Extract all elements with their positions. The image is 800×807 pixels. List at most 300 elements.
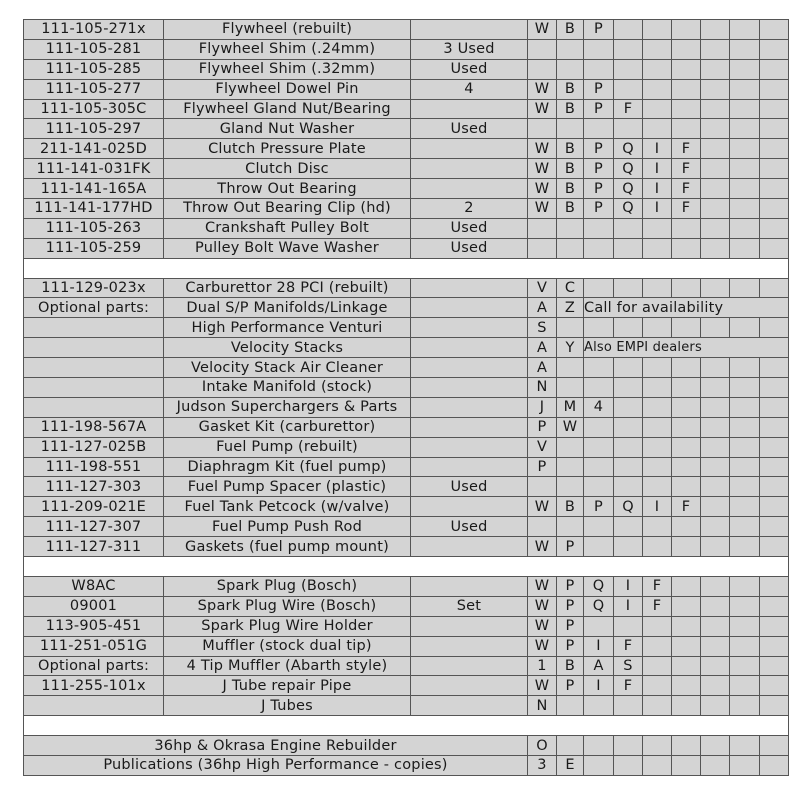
part-number [24, 378, 164, 398]
quantity: Used [411, 218, 528, 238]
part-description: J Tube repair Pipe [164, 676, 411, 696]
source-code-cell [701, 99, 730, 119]
source-code-cell [584, 378, 614, 398]
source-code-cell [672, 676, 701, 696]
source-code-cell [672, 755, 701, 775]
part-description: Spark Plug (Bosch) [164, 576, 411, 596]
source-code-cell: W [528, 99, 557, 119]
source-code-cell [730, 318, 760, 338]
source-code-cell [584, 59, 614, 79]
source-code-cell [643, 39, 672, 59]
section-gap-cell [24, 258, 789, 278]
source-code-cell: B [557, 20, 584, 40]
table-row [24, 696, 789, 716]
source-code-cell: W [528, 636, 557, 656]
section-gap-cell [24, 716, 789, 736]
source-code-cell [701, 736, 730, 756]
source-code-cell [760, 755, 789, 775]
source-code-cell [584, 696, 614, 716]
table-row [24, 218, 789, 238]
source-code-cell [701, 596, 730, 616]
part-number: Optional parts: [24, 656, 164, 676]
source-code-cell [730, 358, 760, 378]
source-code-cell [760, 159, 789, 179]
source-code-cell: P [528, 457, 557, 477]
source-code-cell: P [557, 596, 584, 616]
table-row [24, 318, 789, 338]
quantity [411, 278, 528, 298]
source-code-cell [643, 59, 672, 79]
table-row [24, 397, 789, 417]
source-code-cell [730, 238, 760, 258]
source-code-cell [701, 20, 730, 40]
source-code-cell [643, 218, 672, 238]
part-number: 111-105-259 [24, 238, 164, 258]
source-code-cell: F [614, 676, 643, 696]
quantity [411, 457, 528, 477]
source-code-cell [672, 696, 701, 716]
source-code-cell [701, 318, 730, 338]
part-description: Flywheel Gland Nut/Bearing [164, 99, 411, 119]
source-code-cell [760, 99, 789, 119]
quantity [411, 656, 528, 676]
quantity [411, 99, 528, 119]
source-code-cell [643, 397, 672, 417]
source-code-cell [672, 358, 701, 378]
source-code-cell [557, 59, 584, 79]
source-code-cell: I [643, 159, 672, 179]
part-number: 111-127-025B [24, 437, 164, 457]
table-row [24, 199, 789, 219]
source-code-cell [760, 318, 789, 338]
source-code-cell [730, 199, 760, 219]
table-row [24, 39, 789, 59]
table-row [24, 537, 789, 557]
source-code-cell [730, 179, 760, 199]
source-code-cell [701, 59, 730, 79]
source-code-cell: W [528, 576, 557, 596]
source-code-cell [614, 477, 643, 497]
source-code-cell [701, 417, 730, 437]
part-number: 111-105-271x [24, 20, 164, 40]
source-code-cell [584, 218, 614, 238]
section-gap [24, 258, 789, 278]
source-code-cell [643, 457, 672, 477]
quantity: Set [411, 596, 528, 616]
source-code-cell [760, 397, 789, 417]
source-code-cell [643, 477, 672, 497]
source-code-cell [528, 59, 557, 79]
source-code-cell: W [528, 616, 557, 636]
source-code-cell [760, 378, 789, 398]
source-code-cell: P [557, 537, 584, 557]
source-code-cell [614, 119, 643, 139]
part-number: 111-129-023x [24, 278, 164, 298]
source-code-cell: 4 [584, 397, 614, 417]
source-code-cell [760, 278, 789, 298]
quantity: 4 [411, 79, 528, 99]
part-description: Carburettor 28 PCI (rebuilt) [164, 278, 411, 298]
span-description: 36hp & Okrasa Engine Rebuilder [24, 736, 528, 756]
source-code-cell: F [672, 139, 701, 159]
table-row [24, 179, 789, 199]
source-code-cell [730, 119, 760, 139]
parts-table-body [24, 20, 789, 776]
source-code-cell [643, 656, 672, 676]
source-code-cell: 1 [528, 656, 557, 676]
source-code-cell [557, 477, 584, 497]
quantity [411, 696, 528, 716]
source-code-cell [701, 397, 730, 417]
source-code-cell [672, 457, 701, 477]
part-description: J Tubes [164, 696, 411, 716]
source-code-cell: I [643, 179, 672, 199]
source-code-cell [672, 20, 701, 40]
source-code-cell [584, 457, 614, 477]
part-description: Judson Superchargers & Parts [164, 397, 411, 417]
source-code-cell [760, 179, 789, 199]
source-code-cell: Q [584, 576, 614, 596]
source-code-cell: Q [614, 139, 643, 159]
source-code-cell [557, 119, 584, 139]
part-description: Diaphragm Kit (fuel pump) [164, 457, 411, 477]
table-row [24, 636, 789, 656]
source-code-cell: A [528, 358, 557, 378]
source-code-cell [528, 238, 557, 258]
table-row [24, 119, 789, 139]
source-code-cell [760, 596, 789, 616]
source-code-cell [643, 119, 672, 139]
source-code-cell [760, 218, 789, 238]
section-gap [24, 716, 789, 736]
part-description: Throw Out Bearing [164, 179, 411, 199]
source-code-cell: B [557, 99, 584, 119]
part-number: 111-255-101x [24, 676, 164, 696]
part-description: Muffler (stock dual tip) [164, 636, 411, 656]
quantity: 3 Used [411, 39, 528, 59]
source-code-cell [760, 457, 789, 477]
source-code-cell [730, 736, 760, 756]
source-code-cell: P [584, 159, 614, 179]
source-code-cell [614, 736, 643, 756]
source-code-cell [672, 576, 701, 596]
source-code-cell: I [584, 676, 614, 696]
availability-note: Also EMPI dealers [584, 338, 789, 358]
source-code-cell: B [557, 79, 584, 99]
table-row [24, 20, 789, 40]
source-code-cell: P [557, 616, 584, 636]
source-code-cell [730, 139, 760, 159]
source-code-cell [614, 755, 643, 775]
source-code-cell: B [557, 497, 584, 517]
part-description: Gland Nut Washer [164, 119, 411, 139]
quantity [411, 616, 528, 636]
source-code-cell [760, 139, 789, 159]
part-number: 111-127-311 [24, 537, 164, 557]
source-code-cell [701, 576, 730, 596]
source-code-cell [730, 457, 760, 477]
source-code-cell [730, 417, 760, 437]
source-code-cell: P [557, 676, 584, 696]
source-code-cell [730, 497, 760, 517]
source-code-cell: B [557, 656, 584, 676]
part-number: 111-105-285 [24, 59, 164, 79]
source-code-cell [701, 676, 730, 696]
source-code-cell [643, 636, 672, 656]
source-code-cell: P [584, 199, 614, 219]
part-number: 111-141-031FK [24, 159, 164, 179]
source-code-cell [672, 596, 701, 616]
source-code-cell [614, 20, 643, 40]
source-code-cell [528, 39, 557, 59]
source-code-cell [614, 39, 643, 59]
part-number: Optional parts: [24, 298, 164, 318]
source-code-cell: P [557, 576, 584, 596]
source-code-cell [730, 477, 760, 497]
source-code-cell [584, 437, 614, 457]
part-number: 09001 [24, 596, 164, 616]
part-number: 111-127-303 [24, 477, 164, 497]
part-number: 111-141-165A [24, 179, 164, 199]
source-code-cell [584, 616, 614, 636]
source-code-cell [701, 437, 730, 457]
part-description: Gasket Kit (carburettor) [164, 417, 411, 437]
source-code-cell [643, 696, 672, 716]
source-code-cell [584, 318, 614, 338]
source-code-cell [760, 616, 789, 636]
source-code-cell [643, 616, 672, 636]
source-code-cell [643, 417, 672, 437]
quantity: 2 [411, 199, 528, 219]
source-code-cell [614, 238, 643, 258]
part-description: Flywheel (rebuilt) [164, 20, 411, 40]
source-code-cell: I [614, 596, 643, 616]
source-code-cell [730, 656, 760, 676]
part-description: Intake Manifold (stock) [164, 378, 411, 398]
source-code-cell [557, 238, 584, 258]
source-code-cell [614, 437, 643, 457]
source-code-cell [528, 517, 557, 537]
quantity [411, 179, 528, 199]
source-code-cell [730, 20, 760, 40]
source-code-cell: V [528, 437, 557, 457]
part-description: Fuel Pump Spacer (plastic) [164, 477, 411, 497]
parts-table [23, 19, 789, 776]
part-number: 111-105-263 [24, 218, 164, 238]
quantity: Used [411, 119, 528, 139]
table-row [24, 676, 789, 696]
source-code-cell: C [557, 278, 584, 298]
source-code-cell [614, 537, 643, 557]
source-code-cell: N [528, 696, 557, 716]
table-row [24, 616, 789, 636]
source-code-cell [672, 318, 701, 338]
source-code-cell: P [584, 20, 614, 40]
source-code-cell [701, 378, 730, 398]
quantity [411, 417, 528, 437]
availability-note: Call for availability [584, 298, 789, 318]
quantity [411, 20, 528, 40]
source-code-cell [760, 199, 789, 219]
source-code-cell [672, 517, 701, 537]
quantity [411, 318, 528, 338]
source-code-cell: P [584, 99, 614, 119]
part-number: 111-105-281 [24, 39, 164, 59]
section-gap-cell [24, 557, 789, 577]
source-code-cell [701, 39, 730, 59]
source-code-cell [614, 696, 643, 716]
source-code-cell: I [584, 636, 614, 656]
quantity [411, 159, 528, 179]
source-code-cell [730, 576, 760, 596]
source-code-cell: S [528, 318, 557, 338]
source-code-cell [643, 79, 672, 99]
table-row [24, 99, 789, 119]
source-code-cell [584, 119, 614, 139]
table-row [24, 59, 789, 79]
source-code-cell [760, 736, 789, 756]
table-row [24, 298, 789, 318]
part-number: W8AC [24, 576, 164, 596]
source-code-cell: V [528, 278, 557, 298]
source-code-cell [672, 278, 701, 298]
source-code-cell: N [528, 378, 557, 398]
source-code-cell: I [643, 139, 672, 159]
source-code-cell [672, 119, 701, 139]
part-description: Fuel Pump (rebuilt) [164, 437, 411, 457]
source-code-cell [701, 139, 730, 159]
source-code-cell [584, 755, 614, 775]
table-row [24, 656, 789, 676]
source-code-cell: W [528, 139, 557, 159]
table-row [24, 358, 789, 378]
part-description: Throw Out Bearing Clip (hd) [164, 199, 411, 219]
source-code-cell [760, 656, 789, 676]
source-code-cell: O [528, 736, 557, 756]
source-code-cell [643, 99, 672, 119]
source-code-cell: Q [614, 199, 643, 219]
source-code-cell [528, 477, 557, 497]
source-code-cell [760, 238, 789, 258]
source-code-cell [701, 79, 730, 99]
quantity [411, 338, 528, 358]
source-code-cell [557, 517, 584, 537]
quantity: Used [411, 59, 528, 79]
source-code-cell [584, 477, 614, 497]
part-number: 111-209-021E [24, 497, 164, 517]
source-code-cell [584, 358, 614, 378]
source-code-cell [557, 437, 584, 457]
source-code-cell [730, 159, 760, 179]
source-code-cell [672, 59, 701, 79]
source-code-cell: J [528, 397, 557, 417]
source-code-cell [701, 457, 730, 477]
quantity [411, 676, 528, 696]
source-code-cell: I [614, 576, 643, 596]
source-code-cell: F [672, 179, 701, 199]
source-code-cell: W [528, 199, 557, 219]
source-code-cell [614, 378, 643, 398]
part-number: 111-105-277 [24, 79, 164, 99]
source-code-cell: Q [614, 179, 643, 199]
source-code-cell [730, 696, 760, 716]
source-code-cell: P [528, 417, 557, 437]
source-code-cell [701, 537, 730, 557]
source-code-cell [760, 20, 789, 40]
source-code-cell: P [584, 179, 614, 199]
source-code-cell [760, 59, 789, 79]
table-row [24, 338, 789, 358]
source-code-cell [760, 39, 789, 59]
part-description: Velocity Stacks [164, 338, 411, 358]
source-code-cell [557, 457, 584, 477]
part-description: Fuel Pump Push Rod [164, 517, 411, 537]
table-row [24, 278, 789, 298]
source-code-cell [643, 517, 672, 537]
source-code-cell [643, 537, 672, 557]
source-code-cell [672, 238, 701, 258]
part-number [24, 318, 164, 338]
source-code-cell: A [528, 338, 557, 358]
quantity [411, 437, 528, 457]
source-code-cell [730, 99, 760, 119]
source-code-cell: F [614, 636, 643, 656]
part-description: High Performance Venturi [164, 318, 411, 338]
source-code-cell: Q [614, 159, 643, 179]
table-row [24, 596, 789, 616]
quantity [411, 636, 528, 656]
source-code-cell: F [672, 159, 701, 179]
part-description: Flywheel Dowel Pin [164, 79, 411, 99]
part-description: Dual S/P Manifolds/Linkage [164, 298, 411, 318]
source-code-cell: M [557, 397, 584, 417]
part-description: Clutch Pressure Plate [164, 139, 411, 159]
source-code-cell [701, 755, 730, 775]
source-code-cell [672, 736, 701, 756]
source-code-cell [760, 79, 789, 99]
part-description: Velocity Stack Air Cleaner [164, 358, 411, 378]
source-code-cell: A [584, 656, 614, 676]
table-row [24, 159, 789, 179]
table-row [24, 457, 789, 477]
source-code-cell [701, 218, 730, 238]
source-code-cell [672, 636, 701, 656]
quantity [411, 576, 528, 596]
source-code-cell: B [557, 179, 584, 199]
source-code-cell [584, 537, 614, 557]
part-number: 111-141-177HD [24, 199, 164, 219]
quantity [411, 537, 528, 557]
table-row [24, 79, 789, 99]
source-code-cell [730, 755, 760, 775]
source-code-cell: P [584, 497, 614, 517]
part-number: 113-905-451 [24, 616, 164, 636]
table-row [24, 517, 789, 537]
source-code-cell [643, 755, 672, 775]
source-code-cell [643, 278, 672, 298]
source-code-cell [614, 218, 643, 238]
part-number: 111-105-297 [24, 119, 164, 139]
part-number: 111-127-307 [24, 517, 164, 537]
source-code-cell [730, 636, 760, 656]
part-number: 111-198-551 [24, 457, 164, 477]
source-code-cell [557, 218, 584, 238]
source-code-cell: P [557, 636, 584, 656]
source-code-cell [672, 397, 701, 417]
part-number [24, 358, 164, 378]
source-code-cell [701, 656, 730, 676]
table-row [24, 755, 789, 775]
